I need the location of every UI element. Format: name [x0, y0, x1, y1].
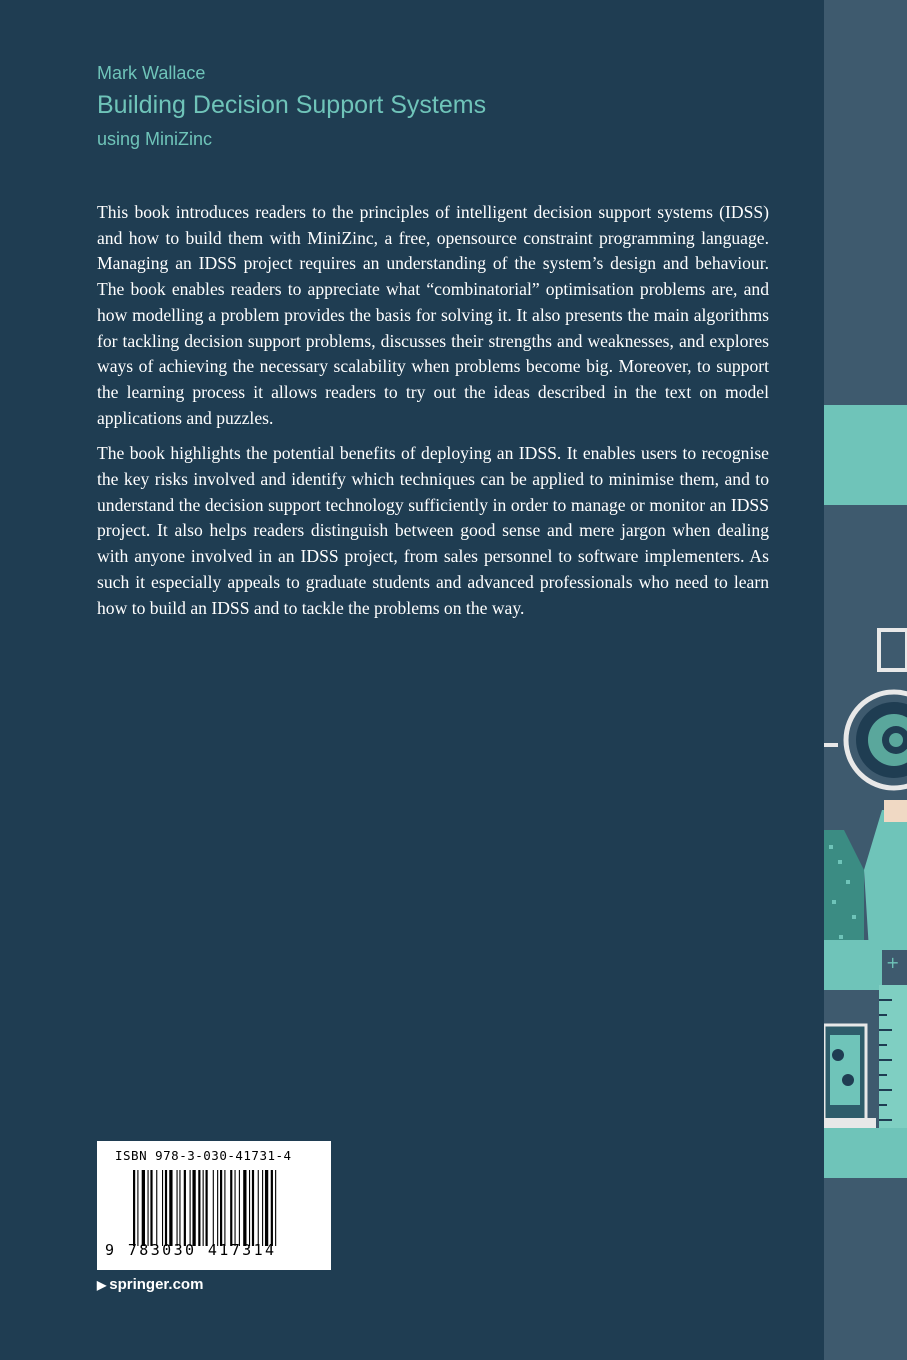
- publisher-link[interactable]: [97, 1276, 203, 1293]
- book-title: Building Decision Support Systems: [97, 91, 487, 119]
- laptop-icon: [824, 1025, 876, 1128]
- barcode-digits: 9 783030 417314: [105, 1241, 277, 1259]
- barcode-bars: [133, 1170, 313, 1246]
- blurb: [97, 200, 769, 631]
- flask-icon: [824, 630, 907, 788]
- spine-illustration: [824, 0, 907, 1360]
- ruler-icon: [879, 985, 907, 1135]
- desk-surface: [824, 1128, 907, 1178]
- lab-illustration: [824, 0, 907, 1360]
- plus-icon: +: [886, 953, 900, 972]
- isbn-barcode: [97, 1141, 331, 1270]
- scientist-figure: [864, 800, 907, 950]
- teal-band: [824, 405, 907, 505]
- publisher-url: springer.com: [109, 1276, 204, 1293]
- book-subtitle: using MiniZinc: [97, 129, 213, 149]
- isbn-label: ISBN 978-3-030-41731-4: [115, 1148, 292, 1163]
- author-name: Mark Wallace: [97, 63, 206, 83]
- blurb-paragraph: This book introduces readers to the principles of intelligent decision support systems (IDSS) and how to build them with MiniZinc, a free, opensource constraint programming language. Managing an IDSS project requires an understanding of the system’s design and behaviour. The book enables readers to appreciate what “combinatorial” optimisation problems are, and how modelling a problem provides the basis for solving it. It also presents the main algorithms for tackling decision support problems, discusses their strengths and weaknesses, and explores ways of achieving the necessary scalability when problems become big. Moreover, to support the learning process it allows readers to try out the ideas described in the text on model applications and puzzles.: [97, 202, 769, 428]
- blurb-paragraph: The book highlights the potential benefits of deploying an IDSS. It enables users to recognise the key risks involved and identify which techniques can be applied to minimise them, and to understand the decision support technology sufficiently in order to manage or monitor an IDSS project. It also helps readers distinguish between good sense and mere jargon when dealing with anyone involved in an IDSS project, from sales personnel to software implementers. As such it especially appeals to graduate students and advanced professionals who need to learn how to build an IDSS and to tackle the problems on the way.: [97, 443, 769, 618]
- shelf-block: [824, 940, 882, 990]
- play-arrow-icon: ▶: [97, 1278, 107, 1292]
